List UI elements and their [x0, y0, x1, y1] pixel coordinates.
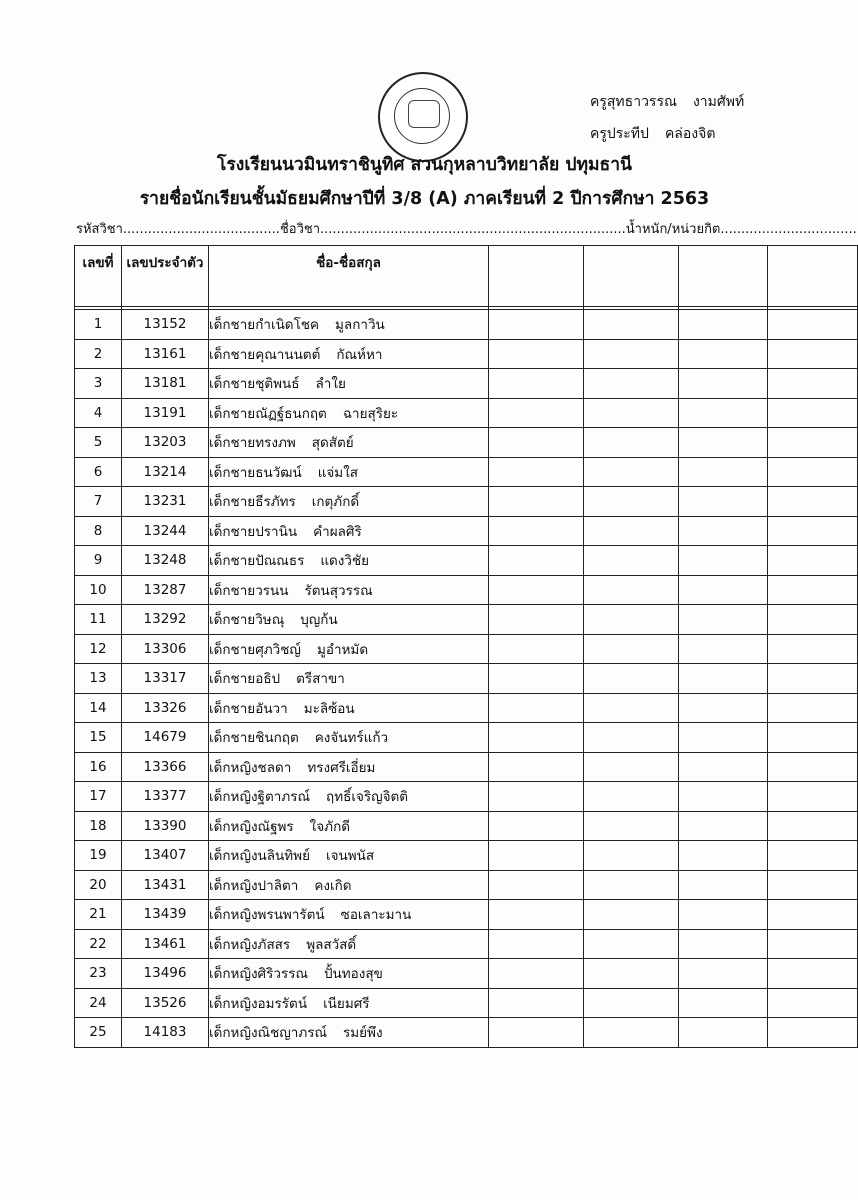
- student-last-name: ลำใย: [315, 376, 346, 393]
- student-id: 13496: [122, 959, 209, 989]
- teacher-2: [590, 118, 744, 150]
- student-number: 5: [75, 428, 122, 458]
- student-name: [209, 457, 489, 487]
- table-row: [75, 310, 858, 340]
- table-row: [75, 752, 858, 782]
- student-number: 9: [75, 546, 122, 576]
- score-cell[interactable]: [489, 575, 584, 605]
- student-name: [209, 516, 489, 546]
- score-cell[interactable]: [489, 369, 584, 399]
- student-id: 13377: [122, 782, 209, 812]
- score-cell[interactable]: [679, 959, 768, 989]
- student-name: [209, 988, 489, 1018]
- score-cell[interactable]: [489, 516, 584, 546]
- score-cell[interactable]: [679, 693, 768, 723]
- student-last-name: ใจภักดี: [309, 818, 351, 835]
- score-cell[interactable]: [679, 900, 768, 930]
- student-id: 13181: [122, 369, 209, 399]
- student-number: 8: [75, 516, 122, 546]
- teacher-1-first: ครูสุทธาวรรณ: [590, 94, 677, 110]
- score-cell[interactable]: [584, 929, 679, 959]
- table-row: [75, 546, 858, 576]
- student-name: [209, 575, 489, 605]
- student-id: 13366: [122, 752, 209, 782]
- student-id: 13526: [122, 988, 209, 1018]
- student-number: 2: [75, 339, 122, 369]
- score-cell[interactable]: [679, 723, 768, 753]
- student-first-name: เด็กชายปรานิน: [209, 523, 298, 540]
- score-cell[interactable]: [489, 664, 584, 694]
- score-cell[interactable]: [679, 870, 768, 900]
- score-cell[interactable]: [679, 398, 768, 428]
- student-name: [209, 752, 489, 782]
- student-name: [209, 634, 489, 664]
- score-cell[interactable]: [489, 310, 584, 340]
- student-id: 13292: [122, 605, 209, 635]
- student-name: [209, 487, 489, 517]
- student-first-name: เด็กชายศุภวิชญ์: [209, 641, 301, 658]
- score-cell[interactable]: [768, 605, 858, 635]
- score-cell[interactable]: [584, 664, 679, 694]
- student-first-name: เด็กหญิงชลดา: [209, 759, 292, 776]
- student-name: [209, 782, 489, 812]
- student-number: 21: [75, 900, 122, 930]
- score-cell[interactable]: [768, 634, 858, 664]
- student-number: 24: [75, 988, 122, 1018]
- score-cell[interactable]: [584, 516, 679, 546]
- weight-field: น้ำหนัก/หน่วยกิต.................................: [625, 222, 857, 237]
- student-last-name: สุดสัตย์: [311, 435, 354, 452]
- student-last-name: ฤทธิ์เจริญจิตติ: [326, 789, 409, 806]
- student-name: [209, 605, 489, 635]
- student-first-name: เด็กชายทรงภพ: [209, 435, 296, 452]
- score-cell[interactable]: [489, 752, 584, 782]
- teacher-2-last: คล่องจิต: [664, 126, 716, 142]
- student-first-name: เด็กชายธีรภัทร: [209, 494, 296, 511]
- student-first-name: เด็กหญิงฐิตาภรณ์: [209, 789, 311, 806]
- score-cell[interactable]: [768, 487, 858, 517]
- student-id: 13287: [122, 575, 209, 605]
- score-cell[interactable]: [679, 782, 768, 812]
- score-cell[interactable]: [489, 339, 584, 369]
- score-cell[interactable]: [489, 605, 584, 635]
- student-number: 19: [75, 841, 122, 871]
- score-cell[interactable]: [584, 634, 679, 664]
- score-cell[interactable]: [489, 428, 584, 458]
- table-row: [75, 634, 858, 664]
- student-first-name: เด็กชายธนวัฒน์: [209, 464, 302, 481]
- student-number: 25: [75, 1018, 122, 1048]
- score-cell[interactable]: [679, 841, 768, 871]
- score-cell[interactable]: [489, 841, 584, 871]
- student-last-name: คงเกิด: [314, 877, 352, 894]
- score-cell[interactable]: [584, 959, 679, 989]
- student-first-name: เด็กชายอันวา: [209, 700, 288, 717]
- score-cell[interactable]: [584, 546, 679, 576]
- student-last-name: มะลิซ้อน: [303, 700, 355, 717]
- student-name: [209, 664, 489, 694]
- student-last-name: มูลกาวิน: [335, 317, 385, 334]
- student-first-name: เด็กชายชินกฤต: [209, 730, 299, 747]
- student-name: [209, 1018, 489, 1048]
- student-first-name: เด็กหญิงศิริวรรณ: [209, 966, 308, 983]
- table-row: [75, 1018, 858, 1048]
- student-id: 13306: [122, 634, 209, 664]
- seal-emblem-icon: [408, 100, 440, 128]
- student-last-name: รัตนสุวรรณ: [304, 582, 373, 599]
- table-row: [75, 339, 858, 369]
- student-last-name: แจ่มใส: [317, 464, 359, 481]
- table-row: [75, 988, 858, 1018]
- table-row: [75, 870, 858, 900]
- score-cell[interactable]: [768, 752, 858, 782]
- student-name: [209, 929, 489, 959]
- student-name: [209, 870, 489, 900]
- student-first-name: เด็กชายคุณานนตต์: [209, 346, 321, 363]
- student-last-name: เจนพนัส: [326, 848, 375, 865]
- student-first-name: เด็กหญิงณัฐพร: [209, 818, 294, 835]
- student-name: [209, 398, 489, 428]
- student-first-name: เด็กหญิงพรนพารัตน์: [209, 907, 325, 924]
- score-cell[interactable]: [679, 752, 768, 782]
- table-row: [75, 516, 858, 546]
- student-first-name: เด็กหญิงอมรรัตน์: [209, 995, 308, 1012]
- student-id: 13203: [122, 428, 209, 458]
- score-cell[interactable]: [679, 988, 768, 1018]
- student-number: 1: [75, 310, 122, 340]
- teacher-list: [590, 86, 744, 150]
- student-id: 13431: [122, 870, 209, 900]
- student-number: 4: [75, 398, 122, 428]
- student-last-name: เนียมศรี: [323, 995, 370, 1012]
- score-cell[interactable]: [584, 605, 679, 635]
- student-id: 13161: [122, 339, 209, 369]
- score-cell[interactable]: [489, 929, 584, 959]
- table-row: [75, 782, 858, 812]
- table-row: [75, 457, 858, 487]
- score-cell[interactable]: [584, 487, 679, 517]
- score-cell[interactable]: [489, 398, 584, 428]
- score-cell[interactable]: [768, 664, 858, 694]
- student-name: [209, 811, 489, 841]
- student-number: 20: [75, 870, 122, 900]
- student-first-name: เด็กชายอธิป: [209, 671, 281, 688]
- student-last-name: กัณห์หา: [336, 346, 383, 363]
- table-row: [75, 398, 858, 428]
- student-name: [209, 900, 489, 930]
- student-number: 12: [75, 634, 122, 664]
- student-number: 10: [75, 575, 122, 605]
- student-id: 13439: [122, 900, 209, 930]
- student-last-name: คงจันทร์แก้ว: [314, 730, 389, 747]
- score-cell[interactable]: [584, 369, 679, 399]
- student-name: [209, 428, 489, 458]
- score-cell[interactable]: [679, 516, 768, 546]
- student-first-name: เด็กชายชุติพนธ์: [209, 376, 300, 393]
- score-cell[interactable]: [489, 782, 584, 812]
- score-cell[interactable]: [584, 811, 679, 841]
- score-cell[interactable]: [679, 664, 768, 694]
- score-cell[interactable]: [489, 457, 584, 487]
- student-number: 14: [75, 693, 122, 723]
- table-row: [75, 900, 858, 930]
- student-first-name: เด็กหญิงปาลิตา: [209, 877, 299, 894]
- table-row: [75, 811, 858, 841]
- score-cell[interactable]: [584, 428, 679, 458]
- student-id: 13214: [122, 457, 209, 487]
- score-cell[interactable]: [584, 723, 679, 753]
- table-row: [75, 723, 858, 753]
- student-id: 13191: [122, 398, 209, 428]
- student-number: 22: [75, 929, 122, 959]
- header-blank-4: [768, 246, 858, 307]
- score-cell[interactable]: [679, 575, 768, 605]
- student-number: 16: [75, 752, 122, 782]
- student-last-name: ซอเลาะมาน: [340, 907, 412, 924]
- student-name: [209, 369, 489, 399]
- student-id: 14679: [122, 723, 209, 753]
- score-cell[interactable]: [489, 487, 584, 517]
- score-cell[interactable]: [489, 870, 584, 900]
- score-cell[interactable]: [679, 1018, 768, 1048]
- score-cell[interactable]: [768, 575, 858, 605]
- student-last-name: แดงวิชัย: [320, 553, 370, 570]
- student-last-name: ปั้นทองสุข: [323, 966, 383, 983]
- student-first-name: เด็กชายวรนน: [209, 582, 289, 599]
- teacher-1: [590, 86, 744, 118]
- score-cell[interactable]: [679, 487, 768, 517]
- table-row: [75, 575, 858, 605]
- student-id: 14183: [122, 1018, 209, 1048]
- score-cell[interactable]: [489, 546, 584, 576]
- score-cell[interactable]: [768, 900, 858, 930]
- student-number: 13: [75, 664, 122, 694]
- student-last-name: เกตุภักดิ์: [311, 494, 360, 511]
- student-number: 3: [75, 369, 122, 399]
- school-seal-logo: [378, 72, 468, 162]
- header-name: ชื่อ-ชื่อสกุล: [209, 246, 489, 307]
- score-cell[interactable]: [489, 1018, 584, 1048]
- score-cell[interactable]: [768, 339, 858, 369]
- school-title: โรงเรียนนวมินทราชินูทิศ สวนกุหลาบวิทยาลัย ปทุมธานี: [217, 155, 632, 175]
- score-cell[interactable]: [679, 369, 768, 399]
- score-cell[interactable]: [768, 841, 858, 871]
- score-cell[interactable]: [768, 811, 858, 841]
- student-last-name: คำผลศิริ: [313, 523, 362, 540]
- score-cell[interactable]: [679, 310, 768, 340]
- score-cell[interactable]: [584, 752, 679, 782]
- student-name: [209, 339, 489, 369]
- student-number: 15: [75, 723, 122, 753]
- score-cell[interactable]: [768, 398, 858, 428]
- header-blank-3: [679, 246, 768, 307]
- header-blank-1: [489, 246, 584, 307]
- student-number: 17: [75, 782, 122, 812]
- student-id: 13326: [122, 693, 209, 723]
- score-cell[interactable]: [489, 693, 584, 723]
- table-row: [75, 959, 858, 989]
- table-row: [75, 369, 858, 399]
- student-number: 18: [75, 811, 122, 841]
- student-last-name: พูลสวัสดิ์: [306, 936, 357, 953]
- score-cell[interactable]: [768, 457, 858, 487]
- score-cell[interactable]: [768, 693, 858, 723]
- student-id: 13461: [122, 929, 209, 959]
- score-cell[interactable]: [584, 575, 679, 605]
- score-cell[interactable]: [768, 369, 858, 399]
- student-first-name: เด็กชายณัฏฐ์ธนกฤต: [209, 405, 327, 422]
- class-title: รายชื่อนักเรียนชั้นมัธยมศึกษาปีที่ 3/8 (A) ภาคเรียนที่ 2 ปีการศึกษา 2563: [139, 189, 710, 209]
- score-cell[interactable]: [679, 428, 768, 458]
- score-cell[interactable]: [679, 457, 768, 487]
- score-cell[interactable]: [768, 723, 858, 753]
- score-cell[interactable]: [584, 841, 679, 871]
- student-first-name: เด็กหญิงณิชญาภรณ์: [209, 1025, 327, 1042]
- score-cell[interactable]: [768, 870, 858, 900]
- score-cell[interactable]: [584, 398, 679, 428]
- score-cell[interactable]: [489, 634, 584, 664]
- score-cell[interactable]: [768, 546, 858, 576]
- score-cell[interactable]: [584, 1018, 679, 1048]
- teacher-1-last: งามศัพท์: [692, 94, 745, 110]
- score-cell[interactable]: [584, 870, 679, 900]
- student-last-name: บุญก้น: [300, 612, 338, 629]
- table-row: [75, 605, 858, 635]
- student-name: [209, 841, 489, 871]
- student-first-name: เด็กหญิงภัสสร: [209, 936, 291, 953]
- student-last-name: ตรีสาขา: [296, 671, 345, 688]
- score-cell[interactable]: [489, 811, 584, 841]
- score-cell[interactable]: [584, 693, 679, 723]
- student-id: 13152: [122, 310, 209, 340]
- student-first-name: เด็กชายวิษณุ: [209, 612, 285, 629]
- student-name: [209, 546, 489, 576]
- header-num: เลขที่: [75, 246, 122, 307]
- student-id: 13248: [122, 546, 209, 576]
- score-cell[interactable]: [768, 516, 858, 546]
- score-cell[interactable]: [768, 988, 858, 1018]
- score-cell[interactable]: [489, 723, 584, 753]
- header-id: เลขประจำตัว: [122, 246, 209, 307]
- student-name: [209, 310, 489, 340]
- score-cell[interactable]: [679, 811, 768, 841]
- score-cell[interactable]: [679, 339, 768, 369]
- score-cell[interactable]: [489, 988, 584, 1018]
- table-row: [75, 693, 858, 723]
- score-cell[interactable]: [679, 605, 768, 635]
- table-row: [75, 929, 858, 959]
- student-number: 7: [75, 487, 122, 517]
- score-cell[interactable]: [584, 339, 679, 369]
- student-id: 13244: [122, 516, 209, 546]
- student-name: [209, 693, 489, 723]
- subject-fields: [76, 218, 857, 239]
- student-last-name: มูอำหมัด: [316, 641, 369, 658]
- student-number: 23: [75, 959, 122, 989]
- student-last-name: ทรงศรีเอี่ยม: [307, 759, 376, 776]
- score-cell[interactable]: [584, 900, 679, 930]
- student-number: 11: [75, 605, 122, 635]
- student-first-name: เด็กหญิงนลินทิพย์: [209, 848, 310, 865]
- score-cell[interactable]: [679, 929, 768, 959]
- student-id: 13231: [122, 487, 209, 517]
- student-name: [209, 723, 489, 753]
- table-row: [75, 664, 858, 694]
- score-cell[interactable]: [768, 310, 858, 340]
- table-row: [75, 428, 858, 458]
- table-header-row: [75, 246, 858, 307]
- score-cell[interactable]: [584, 782, 679, 812]
- score-cell[interactable]: [584, 988, 679, 1018]
- student-first-name: เด็กชายปัณณธร: [209, 553, 305, 570]
- table-row: [75, 487, 858, 517]
- student-roster-table: [74, 245, 858, 1048]
- student-id: 13390: [122, 811, 209, 841]
- score-cell[interactable]: [679, 634, 768, 664]
- student-first-name: เด็กชายกำเนิดโชค: [209, 317, 320, 334]
- score-cell[interactable]: [584, 457, 679, 487]
- student-name: [209, 959, 489, 989]
- score-cell[interactable]: [768, 782, 858, 812]
- subject-code-field: รหัสวิชา......................................: [76, 222, 280, 237]
- student-id: 13317: [122, 664, 209, 694]
- score-cell[interactable]: [489, 900, 584, 930]
- student-last-name: รมย์พึง: [343, 1025, 383, 1042]
- subject-name-field: ชื่อวิชา..........................................................................: [279, 222, 626, 237]
- score-cell[interactable]: [489, 959, 584, 989]
- score-cell[interactable]: [768, 929, 858, 959]
- student-last-name: ฉายสุริยะ: [342, 405, 399, 422]
- student-number: 6: [75, 457, 122, 487]
- score-cell[interactable]: [584, 310, 679, 340]
- header-blank-2: [584, 246, 679, 307]
- score-cell[interactable]: [768, 1018, 858, 1048]
- student-id: 13407: [122, 841, 209, 871]
- score-cell[interactable]: [768, 428, 858, 458]
- table-row: [75, 841, 858, 871]
- score-cell[interactable]: [679, 546, 768, 576]
- score-cell[interactable]: [768, 959, 858, 989]
- teacher-2-first: ครูประทีป: [590, 126, 649, 142]
